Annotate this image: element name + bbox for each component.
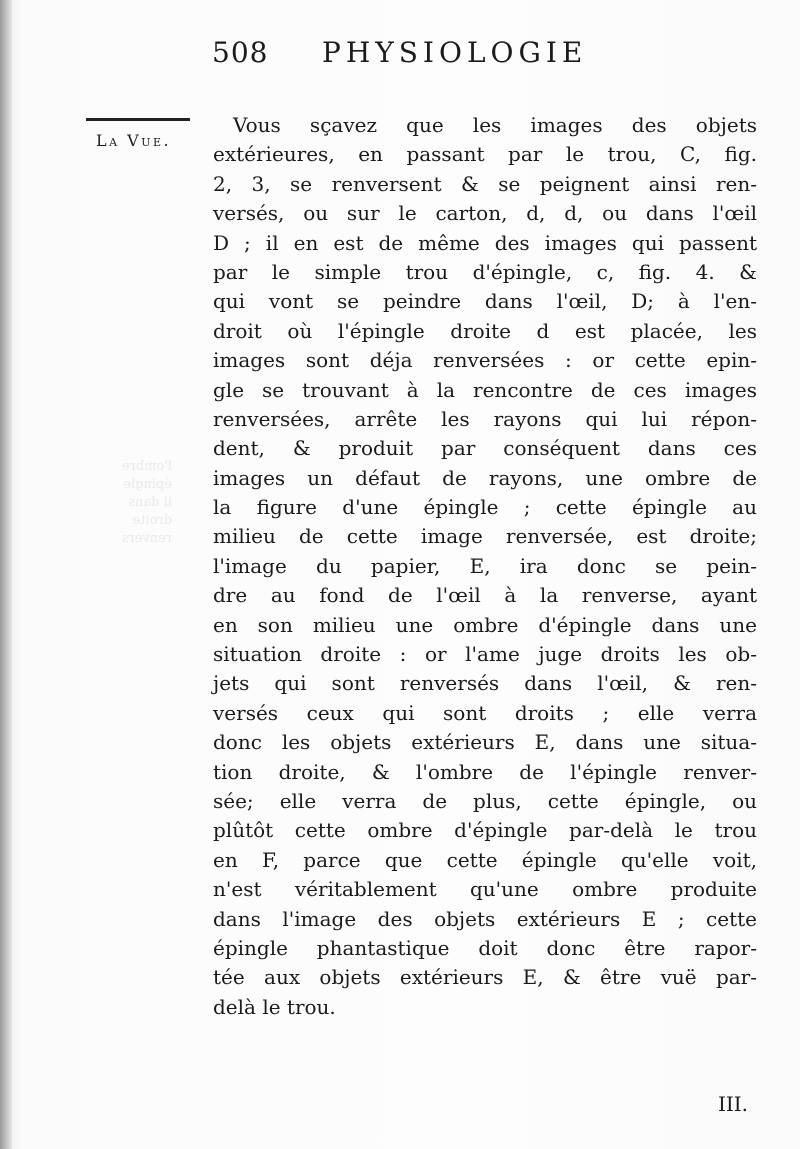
body-text [213, 111, 757, 1022]
text-line: Vous sçavez que les images des objets [233, 113, 757, 137]
text-line: 2, 3, se renversent & se peignent ainsi ren- [213, 171, 757, 196]
text-line: extérieures, en passant par le trou, C, fig. [213, 142, 757, 167]
text-line: droit où l'épingle droite d est placée, les [213, 318, 757, 343]
text-line: versés, ou sur le carton, d, d, ou dans l'œil [213, 201, 757, 226]
text-line: l'image du papier, E, ira donc se pein- [213, 553, 757, 578]
text-line: dent, & produit par conséquent dans ces [213, 436, 757, 461]
text-line: par le simple trou d'épingle, c, fig. 4. & [213, 259, 757, 284]
show-through-bleed: l'ombre épingle il dans droite renvers [121, 459, 172, 546]
page-gutter-shadow [0, 0, 12, 1149]
text-line: épingle phantastique doit donc être rapor- [213, 935, 757, 960]
text-line: plûtôt cette ombre d'épingle par-delà le trou [213, 818, 757, 843]
text-line: dre au fond de l'œil à la renverse, ayant [213, 583, 757, 608]
margin-note: La Vue. [96, 131, 172, 150]
text-line: en son milieu une ombre d'épingle dans une [213, 612, 757, 637]
text-line: situation droite : or l'ame juge droits les ob- [213, 642, 757, 667]
running-title: PHYSIOLOGIE [322, 36, 588, 69]
text-line: versés ceux qui sont droits ; elle verra [213, 700, 757, 725]
margin-rule [86, 118, 190, 121]
text-line: renversées, arrête les rayons qui lui répon- [213, 406, 757, 431]
text-line: jets qui sont renversés dans l'œil, & ren- [213, 671, 757, 696]
text-line: delà le trou. [213, 994, 336, 1019]
text-line: tion droite, & l'ombre de l'épingle renver- [213, 759, 757, 784]
text-line: milieu de cette image renversée, est droite; [213, 524, 757, 549]
text-line: la figure d'une épingle ; cette épingle au [213, 495, 757, 520]
text-line: dans l'image des objets extérieurs E ; cette [213, 906, 757, 931]
text-line: tée aux objets extérieurs E, & être vuë par- [213, 965, 757, 990]
text-line: images un défaut de rayons, une ombre de [213, 465, 757, 490]
text-line: images sont déja renversées : or cette epin- [213, 348, 757, 373]
text-line: sée; elle verra de plus, cette épingle, ou [213, 788, 757, 813]
text-line: gle se trouvant à la rencontre de ces images [213, 377, 757, 402]
text-line: D ; il en est de même des images qui passent [213, 230, 757, 255]
text-line: n'est véritablement qu'une ombre produite [213, 877, 757, 902]
text-line: en F, parce que cette épingle qu'elle voit, [213, 847, 757, 872]
text-line: donc les objets extérieurs E, dans une situa- [213, 730, 757, 755]
page-number: 508 [212, 36, 269, 69]
catchword: III. [717, 1092, 748, 1116]
text-line: qui vont se peindre dans l'œil, D; à l'en- [213, 289, 757, 314]
